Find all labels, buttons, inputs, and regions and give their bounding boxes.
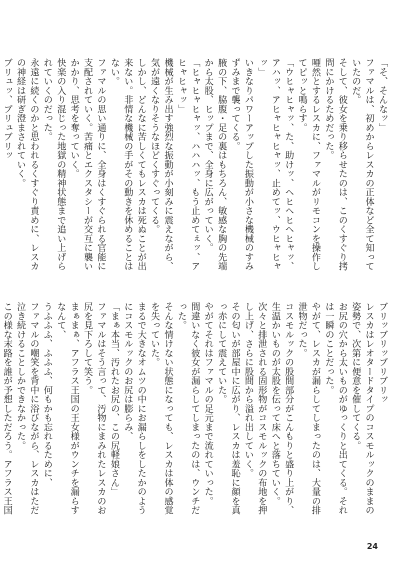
upper-text-block — [1, 58, 388, 272]
paragraph: いきなりパワーアップした振動が小さな機械のすみずみまで襲ってくる。 — [229, 58, 253, 271]
paragraph: この様な末路を誰が予想しただろう。アフラス王国 — [1, 302, 12, 515]
paragraph: しかし、どんなに苦しくてもレスカは死ぬことが出来ない。非情な機械の手がその動きを休めることはない。 — [108, 58, 146, 271]
paragraph: やがてそれはファマルの足元まで流れていった。 — [202, 302, 213, 506]
paragraph: 次々と排泄される固形物がコスモルックの布地を押し上げ、さらに股間から溢れ出していく。 — [242, 302, 267, 515]
paragraph: 「そ、そんなッ」 — [377, 58, 387, 132]
paragraph: うふふふ、ふふふ、何もかも忘れるために、 — [41, 302, 52, 487]
paragraph: ファマルの嘲笑を背中に浴びながら、レスカはただ泣き続けることしかできなかった。 — [15, 302, 39, 515]
paragraph: 快楽の入り混じった地獄の精神状態まで追い上げられていくのだった。 — [41, 58, 66, 271]
paragraph: コスモルックの股間部分がこんもりと盛り上がり、生温かいものが太股を伝って床へと落ちていく。 — [269, 302, 294, 515]
paragraph: その匂いが部屋中に広がり、レスカは羞恥に顔を真っ赤にして震えていた。 — [216, 302, 240, 515]
paragraph: ファマルは、初めからレスカの正体など全て知っていたのだ。 — [350, 58, 374, 271]
paragraph: 「ウヒャヒャッ、た、助けッ、ヘヒヘヒヘヒャッ、アハッ、アヒャヒャヒャッ、止めてッ、ウヒャヒャッ」 — [256, 58, 294, 271]
paragraph: まるで大きなオムツの中にお漏らしをしたかのようにコスモルックのお尻は膨らみ、 — [122, 302, 146, 515]
paragraph: 機械が生み出す強烈な振動が小刻みに震えながら、気が遠くなりそうなほどくすぐってくる。 — [149, 58, 173, 271]
paragraph: 唖然とするレスカに、ファマルがリモコンを操作してピッと鳴らす。 — [296, 58, 320, 271]
paragraph: お尻の穴から太いものがゆっくりと出てくる。それは一瞬のことだった。 — [323, 302, 347, 515]
paragraph: ブリッブリッブリブリッ — [377, 302, 387, 404]
paragraph: 間違いなく彼女が漏らしてしまったのは、ウンチだった。 — [175, 302, 200, 515]
paragraph: やがて、レスカが漏らしてしまったのは、大量の排泄物だった。 — [296, 302, 320, 515]
paragraph: そして、彼女を乗り移らせたのは、このくすぐり拷問にかけるためだった。 — [323, 58, 347, 271]
paragraph: 「ヒャヒャヒャッ、ハハハッ、もう止めてぇッ、アヒャヒャッ」 — [175, 58, 200, 271]
paragraph: ファマルの思い通りに、全身はくすぐられる官能に支配されていく。苦痛とエクスタシーが交互に襲いかかり、思考を奪っていく。 — [68, 58, 106, 271]
paragraph: ファマルはそう言って、汚物にまみれたレスカのお尻を見下ろして笑う。 — [82, 302, 106, 515]
paragraph: ブリュッ、ブリュブリッ — [1, 58, 12, 160]
paragraph: 腋の下、脇腹・足の裏はもちろん、敏感な胸の先端から太股、ヒップまで、全身に広がっていく。 — [202, 58, 227, 271]
lower-text-block — [1, 302, 388, 520]
page-number: 24 — [366, 542, 378, 551]
paragraph: まぁまぁ、アフラス王国の王女様がウンチを漏らすなんて、 — [55, 302, 79, 515]
paragraph: そんな情けない状態になっても、レスカは体の感覚を失っていた。 — [149, 302, 173, 515]
paragraph: レスカはレオタードタイプのコスモルックのままの姿勢で、次第に便意を催してくる。 — [350, 302, 374, 515]
paragraph: 「まぁ本当、汚れたお尻の、この尻軽娘さん」 — [108, 302, 119, 497]
paragraph: 永遠に続くのかと思われるくすぐり責めに、レスカの神経は研ぎ澄まされていく。 — [15, 58, 39, 271]
